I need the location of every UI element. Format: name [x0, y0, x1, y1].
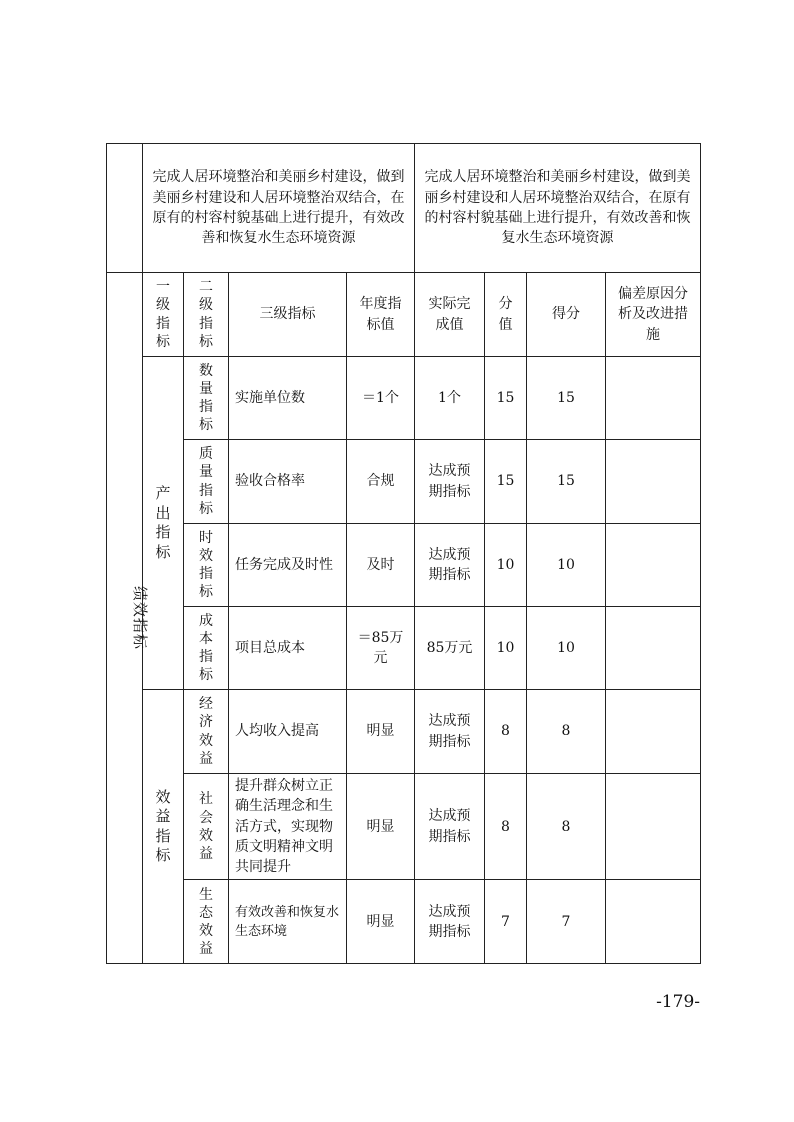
actual-goal: 完成人居环境整治和美丽乡村建设，做到美丽乡村建设和人居环境整治双结合，在原有的村容村貌基础上进行提升，有效改善和恢复水生态环境资源	[415, 144, 701, 273]
deviation-cell	[606, 440, 701, 524]
page-number: -179-	[656, 992, 700, 1012]
level2-cell: 社会效益	[184, 774, 229, 880]
level1-cell-output: 产出指标	[143, 357, 184, 690]
target-cell: 明显	[347, 774, 415, 880]
header-level1: 一级指标	[143, 273, 184, 357]
score-cell: 15	[527, 440, 606, 524]
level2-cell: 数量指标	[184, 357, 229, 440]
deviation-cell	[606, 880, 701, 964]
level1-cell-benefit: 效益指标	[143, 690, 184, 964]
actual-cell: 达成预期指标	[415, 440, 485, 524]
table-row	[107, 607, 701, 690]
level3-cell: 任务完成及时性	[229, 524, 347, 607]
deviation-cell	[606, 690, 701, 774]
table-row	[107, 880, 701, 964]
weight-cell: 15	[485, 440, 527, 524]
header-score: 得分	[527, 273, 606, 357]
actual-cell: 达成预期指标	[415, 880, 485, 964]
level2-cell: 经济效益	[184, 690, 229, 774]
actual-cell: 1个	[415, 357, 485, 440]
table-row	[107, 774, 701, 880]
target-cell: ＝1个	[347, 357, 415, 440]
level2-cell: 生态效益	[184, 880, 229, 964]
target-cell: ＝85万元	[347, 607, 415, 690]
score-cell: 8	[527, 690, 606, 774]
header-target: 年度指标值	[347, 273, 415, 357]
weight-cell: 8	[485, 774, 527, 880]
score-cell: 10	[527, 524, 606, 607]
weight-cell: 15	[485, 357, 527, 440]
table-row	[107, 690, 701, 774]
table-row	[107, 524, 701, 607]
header-weight: 分值	[485, 273, 527, 357]
level3-cell: 有效改善和恢复水生态环境	[229, 880, 347, 964]
target-cell: 及时	[347, 524, 415, 607]
score-cell: 15	[527, 357, 606, 440]
goal-label-cell	[107, 144, 143, 273]
header-deviation: 偏差原因分析及改进措施	[606, 273, 701, 357]
deviation-cell	[606, 524, 701, 607]
weight-cell: 10	[485, 607, 527, 690]
weight-cell: 7	[485, 880, 527, 964]
deviation-cell	[606, 607, 701, 690]
level3-cell: 人均收入提高	[229, 690, 347, 774]
deviation-cell	[606, 357, 701, 440]
actual-cell: 达成预期指标	[415, 524, 485, 607]
level3-cell: 项目总成本	[229, 607, 347, 690]
target-cell: 明显	[347, 880, 415, 964]
weight-cell: 10	[485, 524, 527, 607]
planned-goal: 完成人居环境整治和美丽乡村建设，做到美丽乡村建设和人居环境整治双结合，在原有的村容村貌基础上进行提升，有效改善和恢复水生态环境资源	[143, 144, 415, 273]
level2-cell: 质量指标	[184, 440, 229, 524]
level2-cell: 成本指标	[184, 607, 229, 690]
actual-cell: 达成预期指标	[415, 774, 485, 880]
score-cell: 10	[527, 607, 606, 690]
target-cell: 合规	[347, 440, 415, 524]
level3-cell: 实施单位数	[229, 357, 347, 440]
actual-cell: 达成预期指标	[415, 690, 485, 774]
header-actual: 实际完成值	[415, 273, 485, 357]
level3-cell: 验收合格率	[229, 440, 347, 524]
actual-cell: 85万元	[415, 607, 485, 690]
performance-table	[106, 143, 701, 964]
section-label: 绩效指标	[130, 586, 149, 651]
level3-cell: 提升群众树立正确生活理念和生活方式，实现物质文明精神文明共同提升	[229, 774, 347, 880]
goal-row	[107, 144, 701, 273]
level2-cell: 时效指标	[184, 524, 229, 607]
weight-cell: 8	[485, 690, 527, 774]
table-row	[107, 357, 701, 440]
header-level3: 三级指标	[229, 273, 347, 357]
table-row	[107, 440, 701, 524]
header-level2: 二级指标	[184, 273, 229, 357]
section-label-cell	[107, 273, 149, 964]
score-cell: 7	[527, 880, 606, 964]
header-row	[107, 273, 701, 357]
score-cell: 8	[527, 774, 606, 880]
deviation-cell	[606, 774, 701, 880]
target-cell: 明显	[347, 690, 415, 774]
